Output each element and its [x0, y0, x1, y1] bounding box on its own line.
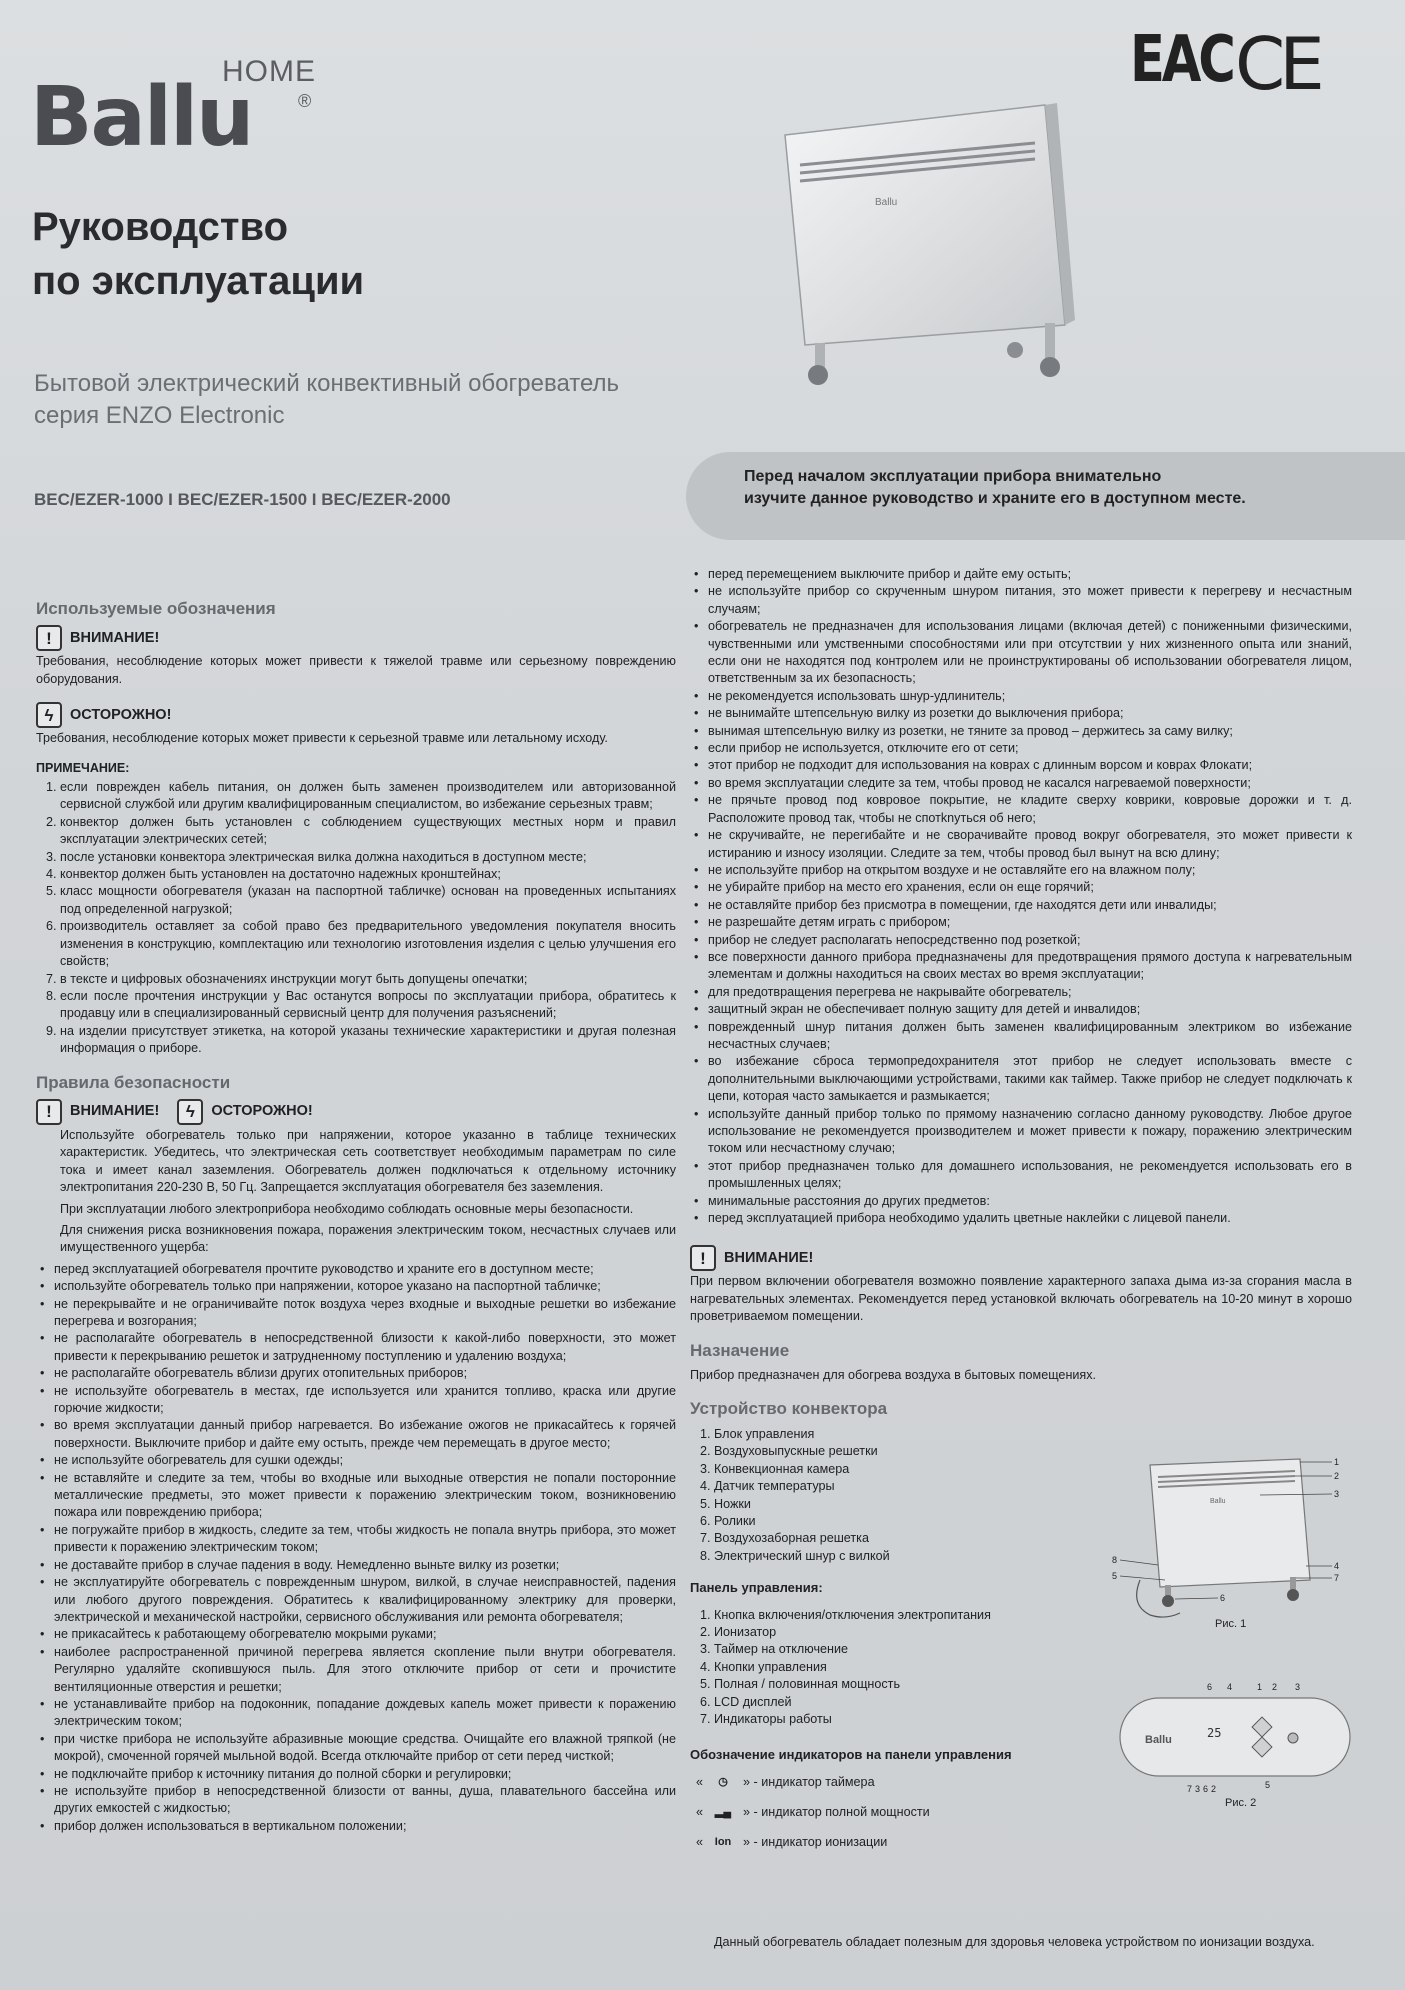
model-list: BEC/EZER-1000 I BEC/EZER-1500 I BEC/EZER-2000	[34, 490, 451, 509]
callout-number: 3	[1195, 1784, 1201, 1794]
purpose-text: Прибор предназначен для обогрева воздуха в бытовых помещениях.	[690, 1368, 1097, 1383]
rule-item: • перед эксплуатацией прибора необходимо удалить цветные наклейки с лицевой панели.	[708, 1210, 1352, 1227]
notice-line: Перед началом эксплуатации прибора внимательно	[744, 468, 1162, 485]
subtitle	[34, 368, 619, 432]
caution-row	[36, 702, 676, 728]
rule-item: • перед эксплуатацией обогревателя прочтите руководство и храните его в доступном месте;	[54, 1261, 676, 1278]
purpose-heading: Назначение	[690, 1340, 790, 1360]
rule-item: • вынимая штепсельную вилку из розетки, не тяните за провод – держитесь за саму вилку;	[708, 723, 1352, 740]
symbols-heading: Используемые обозначения	[36, 599, 276, 618]
attention-text: Требования, несоблюдение которых может привести к тяжелой травме или серьезному повреждению оборудования.	[36, 654, 676, 686]
rule-item: • для предотвращения перегрева не накрывайте обогреватель;	[708, 984, 1352, 1001]
title-line: по эксплуатации	[32, 259, 365, 303]
rule-item: • не вставляйте и следите за тем, чтобы во входные или выходные отверстия не попали посторонние металлические предметы, это может привести к поражению электрическим током, возникновению пожара или повреждению прибора;	[54, 1470, 676, 1522]
title-line: Руководство	[32, 205, 289, 249]
rule-item: • используйте данный прибор только по прямому назначению согласно данному руководству. Любое другое использование не рекомендуется производителем и может привести к пожару, поражению электрическим током или несчастному случаю;	[708, 1106, 1352, 1158]
note-item: 5. класс мощности обогревателя (указан на паспортной табличке) основан на проведенных испытаниях под определенной нагрузкой;	[60, 883, 676, 918]
safety-intro: При эксплуатации любого электроприбора необходимо соблюдать основные меры безопасности.	[60, 1201, 634, 1216]
figure-1-convector	[1110, 1455, 1345, 1635]
rule-item: • не располагайте обогреватель вблизи других отопительных приборов;	[54, 1365, 676, 1382]
rule-item: • этот прибор не подходит для использования на коврах с длинным ворсом и коврах Флокати;	[708, 757, 1352, 774]
rule-item: • этот прибор предназначен только для домашнего использования, не рекомендуется использовать его в промышленных целях;	[708, 1158, 1352, 1193]
exclamation-icon: !	[690, 1245, 716, 1271]
note-item: 4. конвектор должен быть установлен на достаточно надежных кронштейнах;	[60, 866, 676, 883]
notes-list	[36, 779, 676, 1058]
rule-item: • не прячьте провод под ковровое покрытие, не кладите сверху коврики, ковровые дорожки и т. д. Расположите провод так, чтобы не спотknуться об него;	[708, 792, 1352, 827]
rule-item: • не вынимайте штепсельную вилку из розетки до выключения прибора;	[708, 705, 1352, 722]
page-title	[32, 200, 364, 308]
rule-item: • не убирайте прибор на место его хранения, если он еще горячий;	[708, 879, 1352, 896]
callout-number: 4	[1334, 1561, 1340, 1571]
callout-number: 6	[1207, 1682, 1213, 1692]
ion-icon: Ion	[714, 1836, 732, 1849]
rule-item: • не скручивайте, не перегибайте и не сворачивайте провод вокруг обогревателя, это может привести к истиранию и износу изоляции. Следите за тем, чтобы провод был вынут на всю длину;	[708, 827, 1352, 862]
exclamation-icon: !	[36, 625, 62, 651]
note-item: 6. производитель оставляет за собой право без предварительного уведомления покупателя вносить изменения в конструкцию, комплектацию или технологию изготовления изделия с целью улучшения его свойств;	[60, 918, 676, 970]
panel-item: 2. Ионизатор	[714, 1624, 1352, 1641]
subtitle-line: Бытовой электрический конвективный обогреватель	[34, 370, 620, 397]
fig2-display: 25	[1207, 1726, 1222, 1740]
callout-number: 8	[1112, 1555, 1118, 1565]
callout-number: 7	[1187, 1784, 1193, 1794]
rule-item: • во время эксплуатации следите за тем, чтобы провод не касался нагреваемой поверхности;	[708, 775, 1352, 792]
indicator-prefix: «	[696, 1775, 704, 1790]
right-column	[690, 566, 1352, 1864]
rule-item: • не используйте прибор на открытом воздухе и не оставляйте его на влажном полу;	[708, 862, 1352, 879]
note-heading: ПРИМЕЧАНИЕ:	[36, 760, 130, 775]
panel-heading: Панель управления:	[690, 1580, 823, 1596]
safety-rules-right	[690, 566, 1352, 1227]
attention-row	[690, 1245, 1352, 1271]
rule-item: • не перекрывайте и не ограничивайте поток воздуха через входные и выходные решетки во избежание перегрева и возгорания;	[54, 1296, 676, 1331]
rule-item: • не используйте обогреватель для сушки одежды;	[54, 1452, 676, 1469]
part-item: 2. Воздуховыпускные решетки	[714, 1443, 1352, 1460]
fig1-caption: Рис. 1	[1215, 1618, 1247, 1630]
caution-label: ОСТОРОЖНО!	[70, 706, 172, 723]
callout-number: 7	[1334, 1573, 1340, 1583]
device-heading: Устройство конвектора	[690, 1399, 888, 1419]
callout-number: 3	[1334, 1489, 1340, 1499]
safety-intro: Используйте обогреватель только при напряжении, которое указанно в таблице технических характеристик. Убедитесь, что электрическая сеть соответствует необходимым параметрам по силе тока и имеет канал заземления. Обогреватель должен подключаться к отдельному источнику электропитания 220-230 В, 50 Гц. Запрещается эксплуатация обогревателя без заземления.	[60, 1127, 676, 1195]
callout-number: 5	[1112, 1571, 1118, 1581]
rule-item: • прибор не следует располагать непосредственно под розеткой;	[708, 932, 1352, 949]
rule-item: • во время эксплуатации данный прибор нагревается. Во избежание ожогов не прикасайтесь к горячей поверхности. Выключите прибор и дайте ему остыть, прежде чем перемещать в другое место;	[54, 1417, 676, 1452]
note-item: 2. конвектор должен быть установлен с соблюдением существующих местных норм и правил эксплуатации электрических сетей;	[60, 814, 676, 849]
rule-item: • наиболее распространенной причиной перегрева является скопление пыли внутри обогревателя. Регулярно удаляйте скопившуюся пыль. Для этого отключите прибор от сети и прочистите вентиляционные отверстия и решетки;	[54, 1644, 676, 1696]
rule-item: • не оставляйте прибор без присмотра в помещении, где находятся дети или инвалиды;	[708, 897, 1352, 914]
rule-item: • не рекомендуется использовать шнур-удлинитель;	[708, 688, 1352, 705]
rule-item: • не используйте обогреватель в местах, где используется или хранится топливо, краска или другие горючие жидкости;	[54, 1383, 676, 1418]
left-column	[36, 590, 676, 1835]
logo-brand-text: Ballu	[30, 70, 253, 165]
callout-number: 5	[1265, 1780, 1271, 1790]
rule-item: • при чистке прибора не используйте абразивные моющие средства. Очищайте его влажной тряпкой (не мокрой), смоченной горячей мыльной водой. Всегда отключайте прибор от сети перед чисткой;	[54, 1731, 676, 1766]
panel-item: 6. LCD дисплей	[714, 1694, 1352, 1711]
indicator-text: » - индикатор полной мощности	[743, 1805, 930, 1820]
logo-home-text: HOME	[222, 55, 316, 88]
indicators-heading: Обозначение индикаторов на панели управления	[690, 1747, 1012, 1763]
figure-2-control-panel	[1115, 1680, 1355, 1810]
note-item: 1. если поврежден кабель питания, он должен быть заменен производителем или авторизованной сервисной службой или другим квалифицированным специалистом, во избежание серьезных травм;	[60, 779, 676, 814]
eac-mark: EAC	[1130, 23, 1233, 97]
part-item: 7. Воздухозаборная решетка	[714, 1530, 1352, 1547]
note-item: 3. после установки конвектора электрическая вилка должна находиться в доступном месте;	[60, 849, 676, 866]
heater-logo: Ballu	[875, 197, 898, 208]
safety-rules-left	[36, 1261, 676, 1835]
part-item: 5. Ножки	[714, 1496, 1352, 1513]
attention-label: ВНИМАНИЕ!	[724, 1249, 814, 1266]
callout-number: 3	[1295, 1682, 1301, 1692]
attention-text: При первом включении обогревателя возможно появление характерного запаха дыма из-за сгорания масла в нагревательных элементах. Рекомендуется перед установкой включать обогреватель на 10-20 минут в хорошо проветриваемом помещении.	[690, 1274, 1352, 1324]
panel-item: 5. Полная / половинная мощность	[714, 1676, 1352, 1693]
indicator-prefix: «	[696, 1835, 704, 1850]
rule-item: • защитный экран не обеспечивает полную защиту для детей и инвалидов;	[708, 1001, 1352, 1018]
panel-item: 4. Кнопки управления	[714, 1659, 1352, 1676]
rule-item: • используйте обогреватель только при напряжении, которое указано на паспортной табличке;	[54, 1278, 676, 1295]
callout-number: 1	[1334, 1457, 1340, 1467]
ce-mark: CE	[1235, 22, 1319, 106]
part-item: 6. Ролики	[714, 1513, 1352, 1530]
notice-banner	[686, 452, 1405, 540]
rule-item: • во избежание сброса термопредохранителя этот прибор не следует использовать вместе с дополнительными выключающими устройствами, такими как таймер. Также прибор не следует подключать к цепи, которая часто замыкается и размыкается;	[708, 1053, 1352, 1105]
rule-item: • не разрешайте детям играть с прибором;	[708, 914, 1352, 931]
rule-item: • обогреватель не предназначен для использования лицами (включая детей) с пониженными физическими, чувственными или умственными способностями или при отсутствии у них жизненного опыта или знаний, если они не находятся под контролем или не проинструктированы об использовании обогревателя лицом, ответственным за их безопасность;	[708, 618, 1352, 688]
rule-item: • минимальные расстояния до других предметов:	[708, 1193, 1352, 1210]
note-item: 7. в тексте и цифровых обозначениях инструкции могут быть допущены опечатки;	[60, 971, 676, 988]
rule-item: • не располагайте обогреватель в непосредственной близости к какой-либо поверхности, это может привести к перекрыванию решеток и затрудненному поступлению и удалению воздуха;	[54, 1330, 676, 1365]
safety-warning-row	[36, 1099, 676, 1125]
rule-item: • поврежденный шнур питания должен быть заменен квалифицированным электриком во избежание несчастных случаев;	[708, 1019, 1352, 1054]
part-item: 1. Блок управления	[714, 1426, 1352, 1443]
rule-item: • не погружайте прибор в жидкость, следите за тем, чтобы жидкость не попала внутрь прибора, это может привести к поражению электрическим током;	[54, 1522, 676, 1557]
fig1-logo: Ballu	[1210, 1498, 1226, 1505]
panel-item: 7. Индикаторы работы	[714, 1711, 1352, 1728]
note-item: 9. на изделии присутствует этикетка, на которой указаны технические характеристики и другая полезная информация о приборе.	[60, 1023, 676, 1058]
callout-number: 2	[1334, 1471, 1340, 1481]
rule-item: • не доставайте прибор в случае падения в воду. Немедленно выньте вилку из розетки;	[54, 1557, 676, 1574]
attention-row	[36, 625, 676, 651]
indicator-text: » - индикатор ионизации	[743, 1835, 888, 1850]
safety-heading: Правила безопасности	[36, 1072, 231, 1092]
callout-number: 6	[1203, 1784, 1209, 1794]
rule-item: • не эксплуатируйте обогреватель с поврежденным шнуром, вилкой, в случае неисправностей, падения или любого другого повреждения. Обратитесь к квалифицированному электрику для проверки, электрической и механической настройки, сервисного обслуживания или ремонта обогревателя;	[54, 1574, 676, 1626]
lightning-icon: ϟ	[36, 702, 62, 728]
rule-item: • не подключайте прибор к источнику питания до полной сборки и регулировки;	[54, 1766, 676, 1783]
rule-item: • перед перемещением выключите прибор и дайте ему остыть;	[708, 566, 1352, 583]
lightning-icon: ϟ	[177, 1099, 203, 1125]
logo-registered-mark: ®	[298, 91, 312, 111]
ballu-logo	[30, 55, 330, 165]
panel-item: 1. Кнопка включения/отключения электропитания	[714, 1607, 1352, 1624]
rule-item: • не прикасайтесь к работающему обогревателю мокрыми руками;	[54, 1626, 676, 1643]
heater-illustration	[745, 95, 1095, 395]
panel-item: 3. Таймер на отключение	[714, 1641, 1352, 1658]
rule-item: • если прибор не используется, отключите его от сети;	[708, 740, 1352, 757]
attention-label: ВНИМАНИЕ!	[70, 629, 160, 646]
fig2-caption: Рис. 2	[1225, 1797, 1257, 1809]
part-item: 3. Конвекционная камера	[714, 1461, 1352, 1478]
part-item: 4. Датчик температуры	[714, 1478, 1352, 1495]
caution-text: Требования, несоблюдение которых может привести к серьезной травме или летальному исходу.	[36, 731, 608, 746]
callout-number: 1	[1257, 1682, 1263, 1692]
callout-number: 2	[1272, 1682, 1278, 1692]
indicator-text: » - индикатор таймера	[743, 1775, 875, 1790]
rule-item: • не устанавливайте прибор на подоконник, попадание дождевых капель может привести к поражению электрическим током;	[54, 1696, 676, 1731]
power-icon: ▂▄	[714, 1806, 732, 1819]
ionization-note: Данный обогреватель обладает полезным для здоровья человека устройством по ионизации воздуха.	[714, 1935, 1315, 1949]
rule-item: • не используйте прибор со скрученным шнуром питания, это может привести к перегреву и несчастным случаям;	[708, 583, 1352, 618]
callout-number: 2	[1211, 1784, 1217, 1794]
notice-line: изучите данное руководство и храните его в доступном месте.	[744, 490, 1246, 507]
subtitle-line: серия ENZO Electronic	[34, 402, 285, 429]
caution-label: ОСТОРОЖНО!	[211, 1103, 313, 1120]
attention-label: ВНИМАНИЕ!	[70, 1103, 160, 1120]
indicator-row	[696, 1834, 1352, 1852]
note-item: 8. если после прочтения инструкции у Вас останутся вопросы по эксплуатации прибора, обратитесь к продавцу или в специализированный сервисный центр для получения разъяснений;	[60, 988, 676, 1023]
timer-icon: ◷	[718, 1776, 728, 1789]
safety-intro: Для снижения риска возникновения пожара, поражения электрическим током, несчастных случаев или имущественного ущерба:	[60, 1222, 676, 1255]
indicator-prefix: «	[696, 1805, 704, 1820]
callout-number: 6	[1220, 1593, 1226, 1603]
callout-number: 4	[1227, 1682, 1233, 1692]
fig2-logo: Ballu	[1145, 1734, 1172, 1746]
exclamation-icon: !	[36, 1099, 62, 1125]
rule-item: • все поверхности данного прибора предназначены для предотвращения прямого доступа к нагревательным элементам и должны находиться на своих местах во время эксплуатации;	[708, 949, 1352, 984]
rule-item: • не используйте прибор в непосредственной близости от ванны, душа, плавательного бассейна или других емкостей с жидкостью;	[54, 1783, 676, 1818]
rule-item: • прибор должен использоваться в вертикальном положении;	[54, 1818, 676, 1835]
part-item: 8. Электрический шнур с вилкой	[714, 1548, 1352, 1565]
